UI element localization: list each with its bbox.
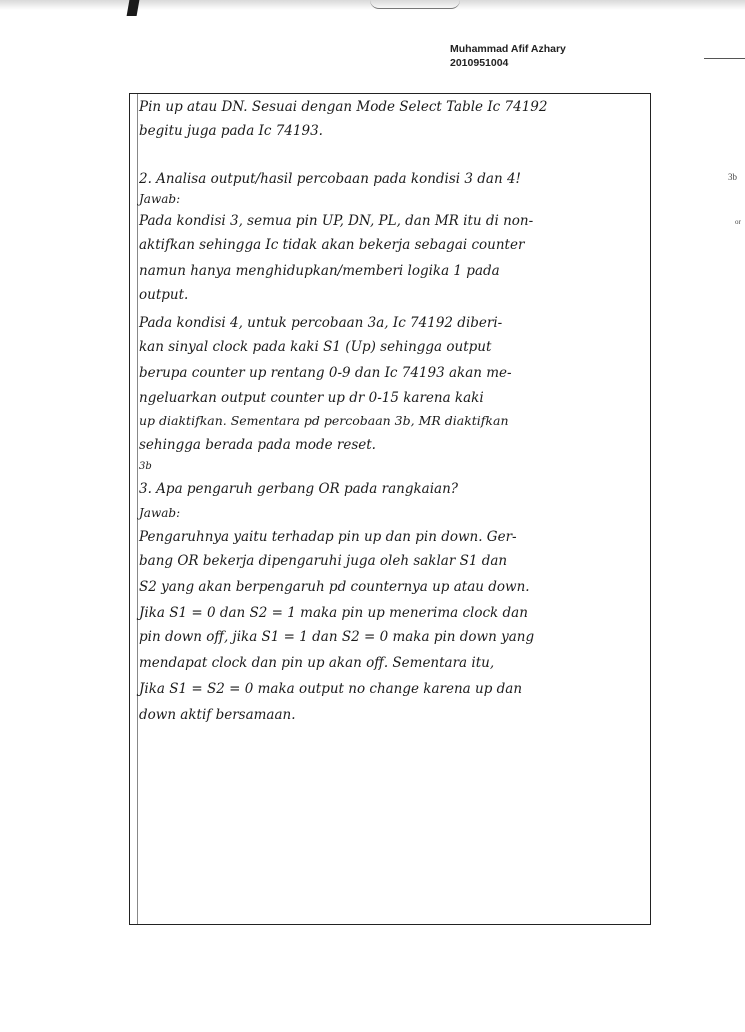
text-line: sehingga berada pada mode reset. xyxy=(139,437,376,453)
text-line: output. xyxy=(139,287,189,303)
text-line: begitu juga pada Ic 74193. xyxy=(139,123,323,139)
author-name: Muhammad Afif Azhary xyxy=(450,43,566,55)
author-id: 2010951004 xyxy=(450,57,509,69)
text-line: namun hanya menghidupkan/memberi logika 1 pada xyxy=(139,263,500,279)
text-line: down aktif bersamaan. xyxy=(139,707,296,723)
text-line: Pengaruhnya yaitu terhadap pin up dan pin down. Ger- xyxy=(139,529,517,545)
text-line: aktifkan sehingga Ic tidak akan bekerja sebagai counter xyxy=(139,237,525,253)
text-line: Pada kondisi 4, untuk percobaan 3a, Ic 74192 diberi- xyxy=(139,315,503,331)
author-block xyxy=(450,42,566,70)
text-line: Pin up atau DN. Sesuai dengan Mode Select Table Ic 74192 xyxy=(139,99,548,115)
margin-rule xyxy=(704,58,745,59)
text-line: up diaktifkan. Sementara pd percobaan 3b, MR diaktifkan xyxy=(139,413,509,428)
question-2: 2. Analisa output/hasil percobaan pada kondisi 3 dan 4! xyxy=(139,171,521,187)
text-line: S2 yang akan berpengaruh pd counternya up atau down. xyxy=(139,579,530,595)
answer-label: Jawab: xyxy=(139,192,181,206)
answer-sheet xyxy=(129,93,651,925)
question-3: 3. Apa pengaruh gerbang OR pada rangkaian? xyxy=(139,481,459,497)
text-line: ngeluarkan output counter up dr 0-15 karena kaki xyxy=(139,390,484,406)
text-line: berupa counter up rentang 0-9 dan Ic 74193 akan me- xyxy=(139,365,512,381)
answer-label: Jawab: xyxy=(139,506,181,520)
text-line: kan sinyal clock pada kaki S1 (Up) sehingga output xyxy=(139,339,492,355)
text-line: Jika S1 = S2 = 0 maka output no change karena up dan xyxy=(139,681,523,697)
text-line: mendapat clock dan pin up akan off. Sementara itu, xyxy=(139,655,495,671)
text-line: Pada kondisi 3, semua pin UP, DN, PL, dan MR itu di non- xyxy=(139,213,534,229)
text-line: 3b xyxy=(139,461,152,472)
corner-binder-mark xyxy=(127,0,140,16)
sheet-margin-line xyxy=(137,94,138,924)
text-line: Jika S1 = 0 dan S2 = 1 maka pin up menerima clock dan xyxy=(139,605,528,621)
top-edge-scribble xyxy=(370,0,460,9)
margin-note: 3b xyxy=(728,172,737,182)
margin-note: or xyxy=(735,218,741,226)
text-line: bang OR bekerja dipengaruhi juga oleh saklar S1 dan xyxy=(139,553,508,569)
text-line: pin down off, jika S1 = 1 dan S2 = 0 maka pin down yang xyxy=(139,629,535,645)
